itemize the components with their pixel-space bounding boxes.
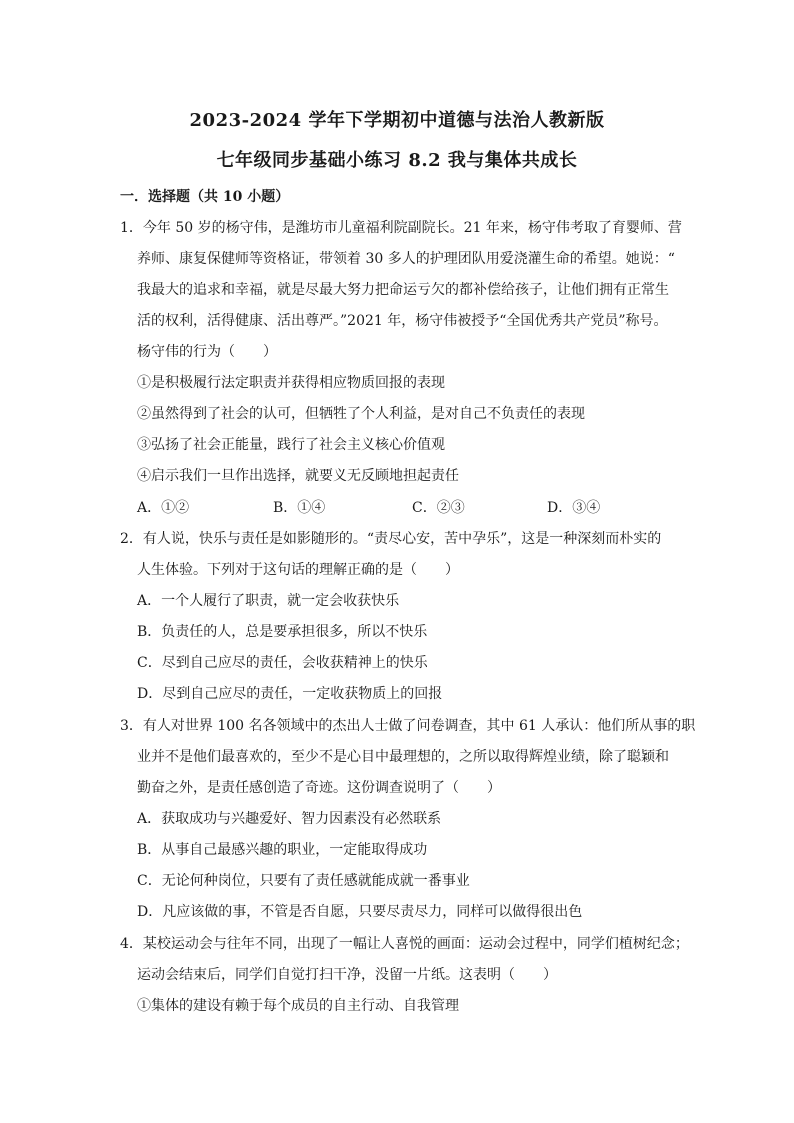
question-3-line: 勤奋之外，是责任感创造了奇迹。这份调查说明了（ ）: [137, 780, 501, 796]
question-1-statement: ③弘扬了社会正能量，践行了社会主义核心价值观: [137, 437, 445, 453]
question-2-option-d[interactable]: D．尽到自己应尽的责任，一定收获物质上的回报: [137, 686, 443, 702]
question-4-line: 4．某校运动会与往年不同，出现了一幅让人喜悦的画面：运动会过程中，同学们植树纪念；: [120, 936, 689, 952]
question-2-line: 人生体验。下列对于这句话的理解正确的是（ ）: [137, 562, 459, 578]
question-2-option-c[interactable]: C．尽到自己应尽的责任，会收获精神上的快乐: [137, 655, 428, 671]
question-4-statement: ①集体的建设有赖于每个成员的自主行动、自我管理: [137, 998, 459, 1014]
question-1-statement: ②虽然得到了社会的认可，但牺牲了个人利益，是对自己不负责任的表现: [137, 406, 585, 422]
question-1-statement: ④启示我们一旦作出选择，就要义无反顾地担起责任: [137, 468, 459, 484]
document-title-line-1: 2023-2024 学年下学期初中道德与法治人教新版: [189, 110, 605, 131]
question-1-option-c[interactable]: C．②③: [412, 500, 465, 516]
question-2-option-a[interactable]: A．一个人履行了职责，就一定会收获快乐: [137, 593, 400, 609]
question-1-statement: ①是积极履行法定职责并获得相应物质回报的表现: [137, 375, 445, 391]
question-3-option-d[interactable]: D．凡应该做的事，不管是否自愿，只要尽责尽力，同样可以做得很出色: [137, 904, 583, 920]
question-2-option-b[interactable]: B．负责任的人，总是要承担很多，所以不快乐: [137, 624, 428, 640]
question-1-option-d[interactable]: D．③④: [547, 500, 601, 516]
question-2-line: 2．有人说，快乐与责任是如影随形的。“责尽心安，苦中孕乐”，这是一种深刻而朴实的: [120, 531, 662, 547]
question-3-line: 业并不是他们最喜欢的，至少不是心目中最理想的，之所以取得辉煌业绩，除了聪颖和: [137, 749, 669, 765]
question-1-line: 1．今年 50 岁的杨守伟，是潍坊市儿童福利院副院长。21 年来，杨守伟考取了育婴师、营: [120, 220, 682, 236]
section-heading: 一．选择题（共 10 小题）: [120, 189, 290, 205]
document-title-line-2: 七年级同步基础小练习 8.2 我与集体共成长: [216, 150, 578, 171]
question-3-line: 3．有人对世界 100 名各领域中的杰出人士做了问卷调查，其中 61 人承认：他们所从事的职: [120, 718, 696, 734]
question-1-option-a[interactable]: A．①②: [137, 500, 190, 516]
question-3-option-b[interactable]: B．从事自己最感兴趣的职业，一定能取得成功: [137, 842, 428, 858]
question-1-line: 杨守伟的行为（ ）: [137, 344, 277, 360]
question-4-line: 运动会结束后，同学们自觉打扫干净，没留一片纸。这表明（ ）: [137, 967, 557, 983]
question-1-line: 活的权利，活得健康、活出尊严。”2021 年，杨守伟被授予“全国优秀共产党员”称号。: [137, 313, 668, 329]
question-1-line: 我最大的追求和幸福，就是尽最大努力把命运亏欠的都补偿给孩子，让他们拥有正常生: [137, 282, 669, 298]
question-3-option-a[interactable]: A．获取成功与兴趣爱好、智力因素没有必然联系: [137, 811, 442, 827]
question-3-option-c[interactable]: C．无论何种岗位，只要有了责任感就能成就一番事业: [137, 873, 470, 889]
question-1-option-b[interactable]: B．①④: [273, 500, 326, 516]
question-1-line: 养师、康复保健师等资格证，带领着 30 多人的护理团队用爱浇灌生命的希望。她说：“: [137, 251, 675, 267]
